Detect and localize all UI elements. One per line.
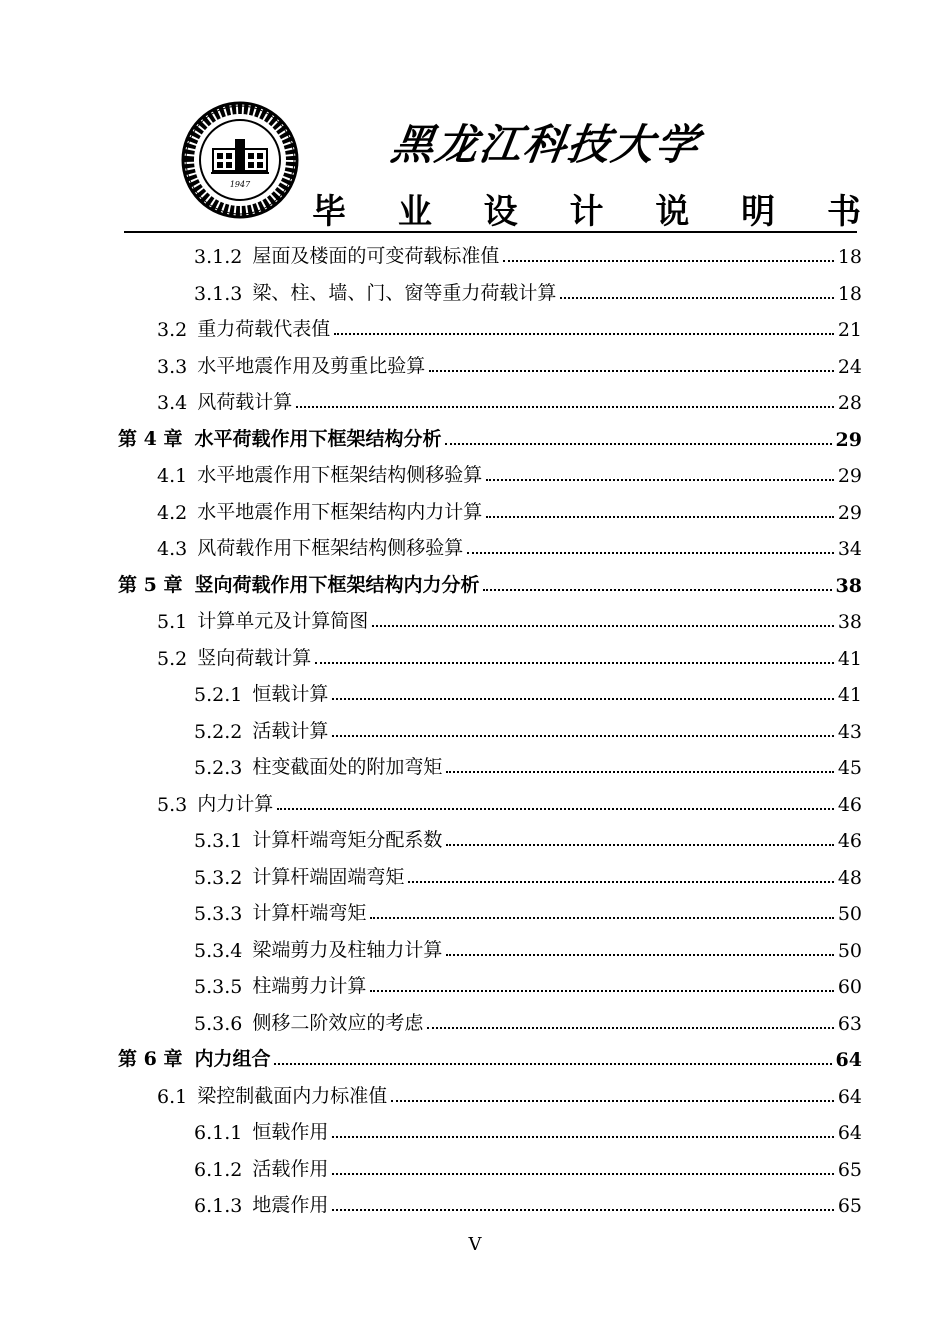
toc-entry-title: 水平荷载作用下框架结构分析 bbox=[194, 427, 442, 450]
toc-entry[interactable] bbox=[194, 713, 862, 743]
toc-entry-page: 29 bbox=[837, 501, 862, 524]
toc-entry-number: 5.3.2 bbox=[194, 866, 243, 889]
university-seal-logo bbox=[181, 101, 299, 219]
page-number: V bbox=[468, 1234, 482, 1255]
toc-entry-title: 柱变截面处的附加弯矩 bbox=[252, 756, 443, 778]
toc-entry[interactable] bbox=[194, 968, 862, 998]
toc-entry-page: 65 bbox=[837, 1158, 862, 1181]
toc-entry[interactable] bbox=[194, 1114, 862, 1144]
toc-entry-number: 第 4 章 bbox=[118, 427, 183, 450]
toc-entry-title: 恒载计算 bbox=[252, 683, 329, 705]
toc-entry-page: 34 bbox=[837, 538, 862, 560]
toc-entry-number: 5.3.3 bbox=[194, 903, 243, 925]
toc-entry-number: 3.4 bbox=[157, 392, 188, 414]
toc-entry[interactable] bbox=[157, 384, 862, 414]
toc-entry[interactable] bbox=[194, 238, 862, 268]
toc-entry-number: 6.1.2 bbox=[194, 1158, 243, 1181]
toc-entry[interactable] bbox=[194, 932, 862, 962]
toc-leader-dots bbox=[277, 808, 834, 810]
toc-entry-title: 计算杆端弯矩 bbox=[252, 902, 367, 924]
toc-chapter-entry[interactable] bbox=[118, 1041, 862, 1071]
header-rule bbox=[124, 231, 857, 233]
toc-entry-number: 4.2 bbox=[157, 501, 188, 524]
toc-entry-page: 60 bbox=[837, 976, 862, 998]
toc-leader-dots bbox=[560, 297, 833, 299]
toc-entry-number: 5.2.1 bbox=[194, 684, 243, 706]
toc-entry-number: 6.1 bbox=[157, 1085, 188, 1108]
toc-entry-number: 5.2 bbox=[157, 647, 188, 670]
toc-entry-title: 地震作用 bbox=[252, 1194, 329, 1216]
toc-leader-dots bbox=[334, 333, 834, 335]
toc-leader-dots bbox=[483, 589, 831, 591]
toc-leader-dots bbox=[503, 260, 833, 262]
toc-entry-title: 柱端剪力计算 bbox=[252, 975, 367, 997]
toc-entry-number: 第 6 章 bbox=[118, 1048, 183, 1070]
toc-entry[interactable] bbox=[194, 1151, 862, 1181]
toc-entry-title: 水平地震作用下框架结构侧移验算 bbox=[197, 464, 483, 486]
toc-leader-dots bbox=[296, 406, 834, 408]
toc-entry-number: 5.3.6 bbox=[194, 1012, 243, 1035]
toc-entry-page: 46 bbox=[837, 830, 862, 852]
toc-entry-number: 4.1 bbox=[157, 465, 188, 487]
university-name: 黑龙江科技大学 bbox=[388, 120, 704, 169]
toc-entry-number: 3.1.2 bbox=[194, 246, 243, 268]
toc-entry-title: 风荷载计算 bbox=[197, 391, 293, 413]
toc-entry-number: 3.1.3 bbox=[194, 282, 243, 305]
toc-entry-page: 28 bbox=[837, 392, 862, 414]
toc-leader-dots bbox=[408, 881, 833, 883]
toc-entry-title: 竖向荷载计算 bbox=[197, 646, 312, 669]
toc-entry-title: 恒载作用 bbox=[252, 1121, 329, 1143]
toc-entry-title: 竖向荷载作用下框架结构内力分析 bbox=[194, 573, 480, 596]
page-header bbox=[0, 0, 950, 240]
toc-entry[interactable] bbox=[194, 822, 862, 852]
toc-entry-number: 4.3 bbox=[157, 538, 188, 560]
toc-entry-title: 活载计算 bbox=[252, 719, 329, 742]
toc-leader-dots bbox=[332, 1173, 833, 1175]
toc-entry-page: 18 bbox=[837, 246, 862, 268]
toc-entry-title: 风荷载作用下框架结构侧移验算 bbox=[197, 537, 464, 559]
toc-leader-dots bbox=[486, 516, 834, 518]
toc-entry-number: 6.1.3 bbox=[194, 1195, 243, 1217]
toc-entry-page: 21 bbox=[837, 319, 862, 341]
toc-entry-page: 24 bbox=[837, 355, 862, 378]
toc-entry[interactable] bbox=[157, 348, 862, 378]
toc-leader-dots bbox=[332, 1136, 833, 1138]
toc-leader-dots bbox=[429, 370, 834, 372]
toc-chapter-entry[interactable] bbox=[118, 421, 862, 451]
toc-entry-page: 29 bbox=[837, 465, 862, 487]
toc-entry[interactable] bbox=[194, 859, 862, 889]
toc-leader-dots bbox=[446, 954, 833, 956]
toc-leader-dots bbox=[467, 552, 834, 554]
toc-entry-number: 3.2 bbox=[157, 319, 188, 341]
toc-entry-page: 41 bbox=[837, 684, 862, 706]
toc-entry-title: 屋面及楼面的可变荷载标准值 bbox=[252, 245, 500, 267]
toc-entry-page: 50 bbox=[837, 939, 862, 962]
toc-entry-title: 内力计算 bbox=[197, 792, 274, 815]
toc-leader-dots bbox=[332, 735, 833, 737]
toc-entry[interactable] bbox=[157, 530, 862, 560]
toc-entry-number: 5.1 bbox=[157, 611, 188, 633]
toc-entry[interactable] bbox=[194, 275, 862, 305]
toc-leader-dots bbox=[391, 1100, 834, 1102]
svg-text:1947: 1947 bbox=[229, 180, 251, 189]
toc-entry-title: 计算单元及计算简图 bbox=[197, 610, 369, 632]
toc-leader-dots bbox=[370, 917, 833, 919]
toc-leader-dots bbox=[332, 698, 833, 700]
toc-entry[interactable] bbox=[194, 895, 862, 925]
toc-entry[interactable] bbox=[194, 1187, 862, 1217]
toc-leader-dots bbox=[315, 662, 834, 664]
toc-entry[interactable] bbox=[157, 494, 862, 524]
toc-entry-page: 38 bbox=[837, 611, 862, 633]
toc-entry-page: 63 bbox=[837, 1012, 862, 1035]
toc-entry-title: 水平地震作用下框架结构内力计算 bbox=[197, 500, 483, 523]
toc-entry-page: 45 bbox=[837, 757, 862, 779]
toc-entry-title: 梁端剪力及柱轴力计算 bbox=[252, 938, 443, 961]
toc-entry-page: 18 bbox=[837, 282, 862, 305]
toc-entry-number: 5.3.5 bbox=[194, 976, 243, 998]
document-title: 毕 业 设 计 说 明 书 bbox=[312, 192, 882, 232]
toc-entry-number: 5.2.3 bbox=[194, 757, 243, 779]
toc-entry-page: 64 bbox=[837, 1122, 862, 1144]
toc-leader-dots bbox=[370, 990, 833, 992]
toc-entry-number: 5.3 bbox=[157, 793, 188, 816]
toc-entry[interactable] bbox=[157, 603, 862, 633]
toc-entry-page: 46 bbox=[837, 793, 862, 816]
toc-entry-title: 计算杆端固端弯矩 bbox=[252, 865, 405, 888]
toc-entry-title: 侧移二阶效应的考虑 bbox=[252, 1011, 424, 1034]
toc-entry[interactable] bbox=[157, 786, 862, 816]
toc-entry[interactable] bbox=[157, 457, 862, 487]
toc-leader-dots bbox=[445, 443, 831, 445]
toc-entry-number: 6.1.1 bbox=[194, 1122, 243, 1144]
toc-leader-dots bbox=[372, 625, 834, 627]
toc-entry-page: 65 bbox=[837, 1195, 862, 1217]
toc-entry[interactable] bbox=[194, 1005, 862, 1035]
toc-entry-page: 38 bbox=[835, 574, 862, 597]
toc-chapter-entry[interactable] bbox=[118, 567, 862, 597]
toc-entry-page: 48 bbox=[837, 866, 862, 889]
toc-entry-page: 64 bbox=[837, 1085, 862, 1108]
toc-entry-page: 50 bbox=[837, 903, 862, 925]
toc-entry-title: 水平地震作用及剪重比验算 bbox=[197, 354, 426, 377]
toc-entry[interactable] bbox=[157, 311, 862, 341]
toc-entry-number: 5.2.2 bbox=[194, 720, 243, 743]
toc-entry[interactable] bbox=[194, 749, 862, 779]
toc-entry-page: 29 bbox=[835, 428, 862, 451]
toc-leader-dots bbox=[446, 771, 833, 773]
toc-entry[interactable] bbox=[157, 1078, 862, 1108]
toc-leader-dots bbox=[427, 1027, 833, 1029]
toc-entry-number: 第 5 章 bbox=[118, 573, 183, 596]
toc-entry-title: 计算杆端弯矩分配系数 bbox=[252, 829, 443, 851]
toc-entry-page: 64 bbox=[835, 1049, 862, 1071]
toc-leader-dots bbox=[274, 1063, 831, 1065]
toc-entry-title: 活载作用 bbox=[252, 1157, 329, 1180]
toc-entry[interactable] bbox=[194, 676, 862, 706]
toc-leader-dots bbox=[332, 1209, 833, 1211]
toc-entry-title: 梁控制截面内力标准值 bbox=[197, 1084, 388, 1107]
toc-entry-title: 重力荷载代表值 bbox=[197, 318, 331, 340]
toc-entry-title: 内力组合 bbox=[194, 1048, 271, 1070]
toc-entry-number: 3.3 bbox=[157, 355, 188, 378]
toc-entry-page: 41 bbox=[837, 647, 862, 670]
toc-entry-title: 梁、柱、墙、门、窗等重力荷载计算 bbox=[252, 281, 557, 304]
toc-leader-dots bbox=[486, 479, 834, 481]
toc-entry-number: 5.3.1 bbox=[194, 830, 243, 852]
toc-entry-number: 5.3.4 bbox=[194, 939, 243, 962]
toc-entry-page: 43 bbox=[837, 720, 862, 743]
toc-entry[interactable] bbox=[157, 640, 862, 670]
toc-leader-dots bbox=[446, 844, 833, 846]
